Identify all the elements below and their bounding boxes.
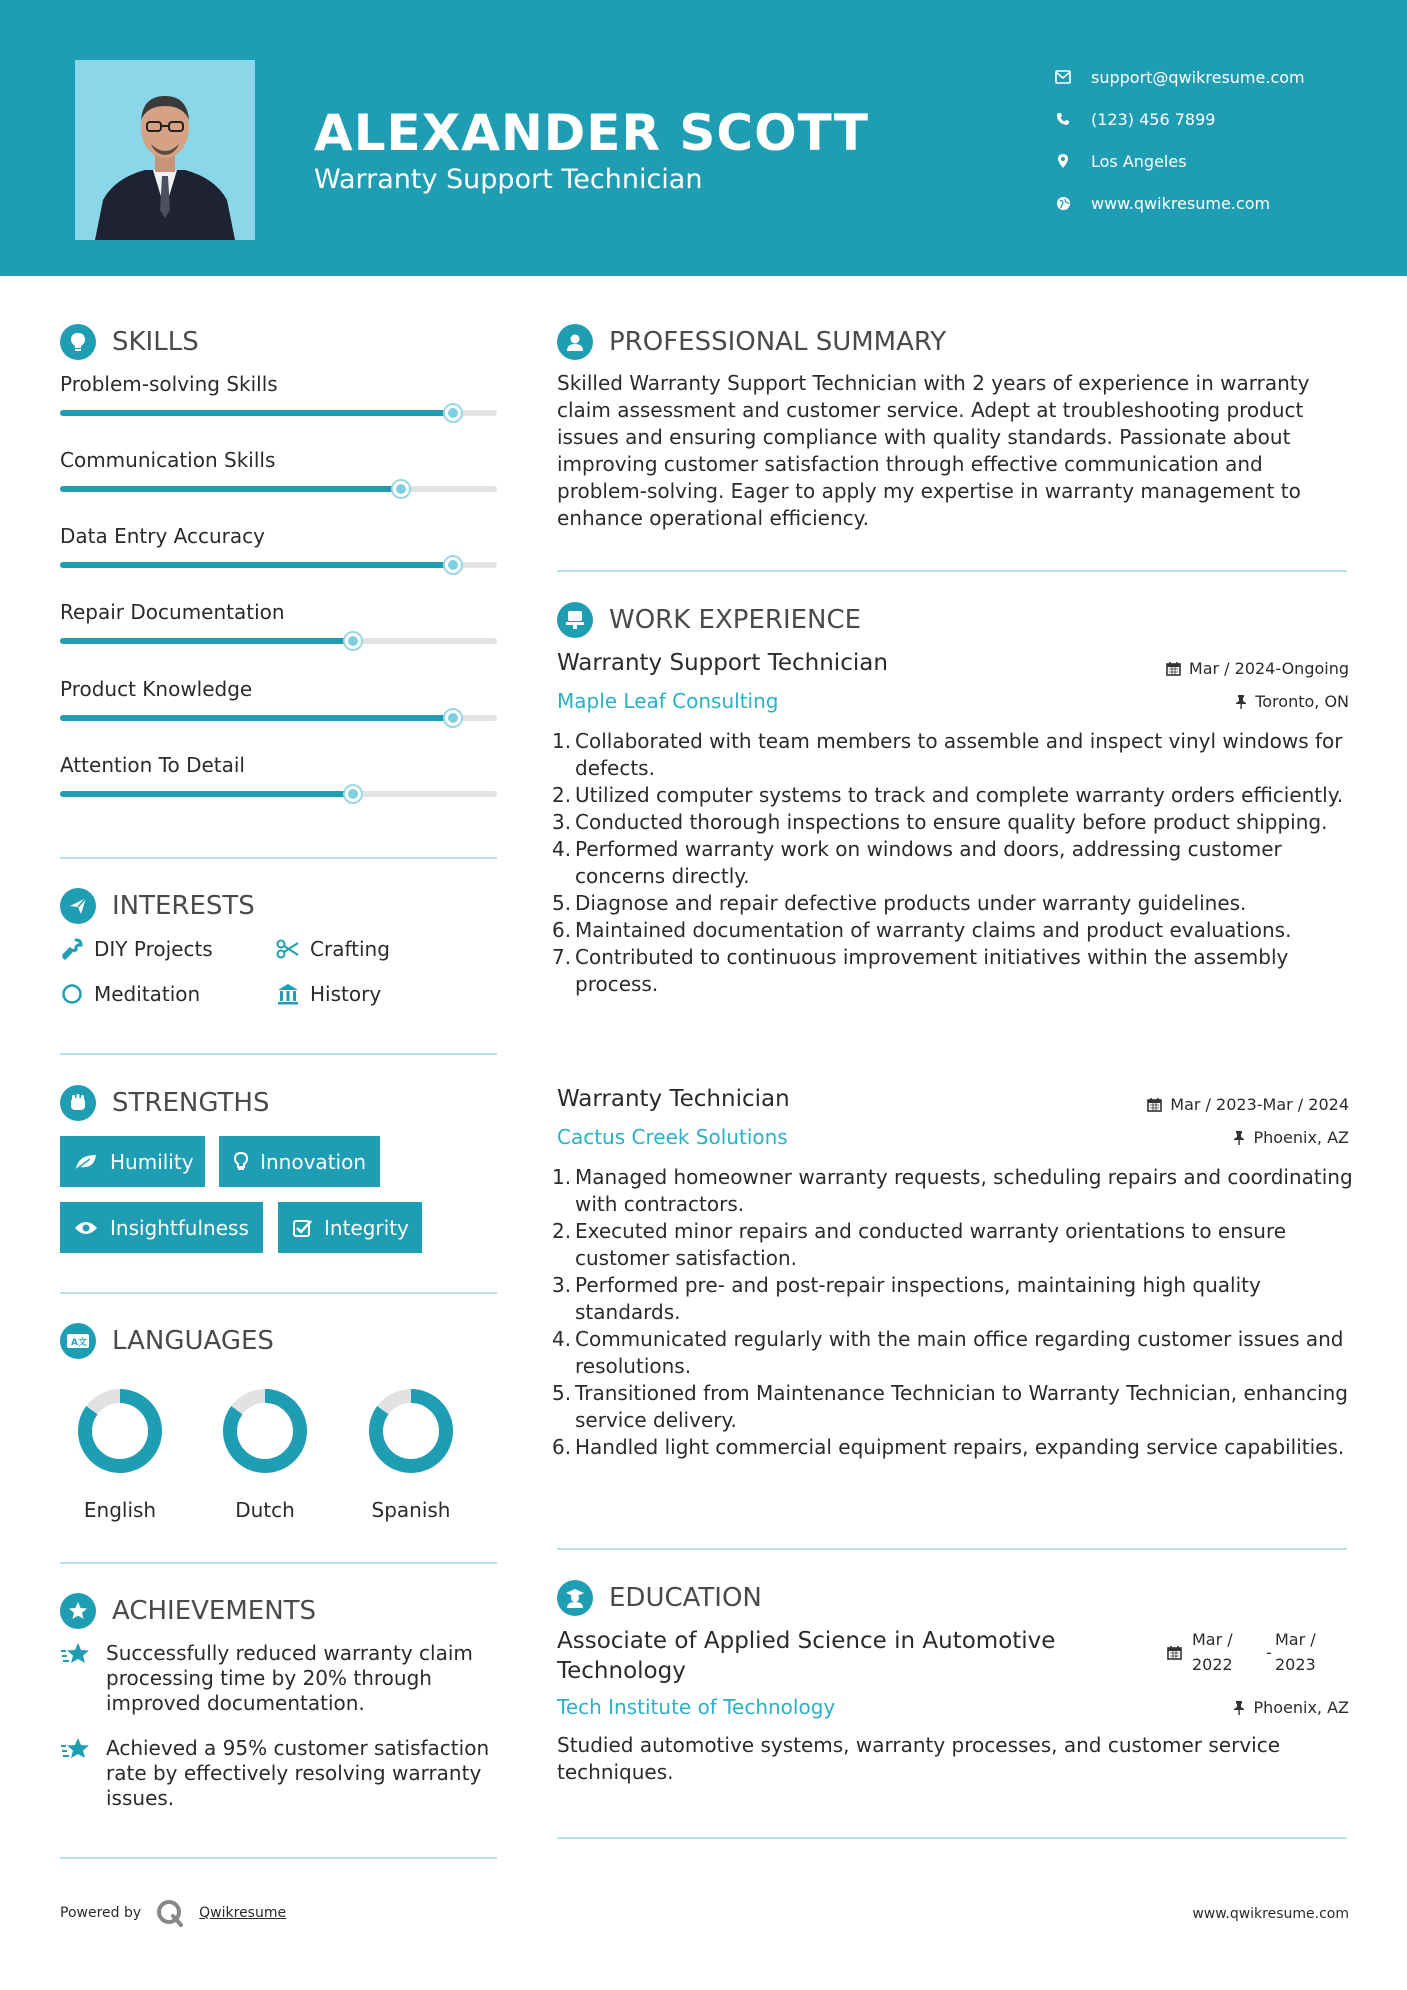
strength-label: Innovation — [260, 1149, 366, 1174]
footer-website[interactable]: www.qwikresume.com — [1192, 1906, 1349, 1922]
qwikresume-link[interactable]: Qwikresume — [199, 1905, 287, 1921]
list-item: 4. Communicated regularly with the main office regarding customer issues and resolutions. — [552, 1327, 1344, 1378]
star-icon — [60, 1736, 92, 1764]
skill-name: Communication Skills — [60, 448, 276, 472]
interests-heading: INTERESTS — [60, 888, 255, 924]
section-divider — [557, 1548, 1347, 1550]
job-location: Phoenix, AZ — [1233, 1128, 1349, 1147]
calendar-icon — [1167, 1645, 1182, 1664]
section-divider — [60, 1857, 497, 1859]
svg-text:A文: A文 — [71, 1338, 87, 1348]
language-item — [205, 1386, 325, 1522]
skill-bar-fill — [60, 715, 453, 721]
list-item: 7. Contributed to continuous improvement initiatives within the assembly process. — [552, 945, 1289, 996]
skill-bar-fill — [60, 791, 353, 797]
summary-heading: PROFESSIONAL SUMMARY — [557, 324, 946, 360]
museum-icon — [276, 982, 300, 1006]
interest-label: Meditation — [94, 982, 201, 1006]
language-donut — [366, 1386, 456, 1476]
skill-bar — [60, 638, 497, 644]
skill-bar-fill — [60, 638, 353, 644]
interest-item — [60, 982, 200, 1006]
pushpin-icon — [1233, 1130, 1245, 1145]
contact-list — [1055, 56, 1305, 224]
list-item: 5. Diagnose and repair defective products under warranty guidelines. — [552, 891, 1247, 915]
job-responsibilities — [552, 728, 1362, 998]
edu-calendar — [1167, 1630, 1182, 1667]
skill-bar — [60, 410, 497, 416]
lightbulb-icon — [233, 1152, 248, 1172]
skill-bar-knob — [343, 784, 363, 804]
skill-bar-fill — [60, 410, 453, 416]
footer-powered-by: Powered by Qwikresume — [60, 1898, 286, 1928]
skill-item — [60, 524, 497, 568]
strength-chip — [60, 1202, 263, 1253]
leaf-icon — [74, 1152, 98, 1172]
interest-label: History — [310, 982, 382, 1006]
contact-location-text: Los Angeles — [1091, 151, 1187, 171]
language-donut — [220, 1386, 310, 1476]
job-company: Maple Leaf Consulting — [557, 689, 779, 713]
resume-header — [0, 0, 1407, 276]
section-divider — [557, 1837, 1347, 1839]
skill-bar-knob — [343, 631, 363, 651]
contact-phone-text: (123) 456 7899 — [1091, 109, 1216, 129]
strength-label: Insightfulness — [110, 1215, 249, 1240]
edu-description: Studied automotive systems, warranty processes, and customer service techniques. — [557, 1733, 1281, 1784]
language-donut — [75, 1386, 165, 1476]
strength-label: Humility — [110, 1149, 194, 1174]
achievement-item — [60, 1641, 500, 1716]
pushpin-icon — [1235, 694, 1247, 709]
list-item: 2. Executed minor repairs and conducted warranty orientations to ensure customer satisfaction. — [552, 1219, 1287, 1270]
job-company: Cactus Creek Solutions — [557, 1125, 788, 1149]
achievement-text: Successfully reduced warranty claim processing time by 20% through improved documentation. — [106, 1641, 473, 1715]
edu-location: Phoenix, AZ — [1233, 1698, 1349, 1717]
edu-end-date: Mar / 2023 — [1275, 1630, 1316, 1674]
achievements-heading: ACHIEVEMENTS — [60, 1593, 316, 1629]
calendar-icon — [1166, 661, 1181, 676]
globe-icon — [1055, 195, 1071, 211]
list-item: 5. Transitioned from Maintenance Technician to Warranty Technician, enhancing service delivery. — [552, 1381, 1348, 1432]
skill-bar-knob — [443, 403, 463, 423]
map-pin-icon — [1055, 153, 1071, 169]
contact-email[interactable] — [1055, 56, 1305, 98]
skill-item — [60, 372, 497, 416]
section-divider — [60, 1053, 497, 1055]
language-name: Spanish — [371, 1498, 451, 1522]
strength-label: Integrity — [324, 1215, 409, 1240]
achievement-item — [60, 1736, 500, 1811]
strengths-heading: STRENGTHS — [60, 1085, 270, 1121]
contact-email-text: support@qwikresume.com — [1091, 67, 1305, 87]
education-heading: EDUCATION — [557, 1580, 762, 1616]
job-responsibilities — [552, 1164, 1362, 1461]
star-badge-icon — [60, 1593, 96, 1629]
user-icon — [557, 324, 593, 360]
skill-name: Repair Documentation — [60, 600, 285, 624]
scissors-icon — [276, 937, 300, 961]
section-divider — [60, 857, 497, 859]
skill-item — [60, 600, 497, 644]
calendar-icon — [1147, 1097, 1162, 1112]
graduate-icon — [557, 1580, 593, 1616]
envelope-icon — [1055, 69, 1071, 85]
section-divider — [60, 1562, 497, 1564]
skill-name: Problem-solving Skills — [60, 372, 278, 396]
interest-item — [276, 982, 381, 1006]
skills-heading: SKILLS — [60, 324, 199, 360]
skill-name: Data Entry Accuracy — [60, 524, 265, 548]
job-title: Warranty Technician — [557, 1086, 790, 1112]
skill-item — [60, 677, 497, 721]
circle-icon — [60, 982, 84, 1006]
list-item: 6. Handled light commercial equipment repairs, expanding service capabilities. — [552, 1435, 1345, 1459]
skill-bar-fill — [60, 486, 401, 492]
skill-bar — [60, 715, 497, 721]
contact-website-text: www.qwikresume.com — [1091, 193, 1271, 213]
skill-item — [60, 448, 497, 492]
briefcase-icon — [557, 602, 593, 638]
summary-text: Skilled Warranty Support Technician with 2 years of experience in warranty claim assessment and customer service. Adept at troubleshooting product issues and ensuring compliance with quality standards. Passionate about improving customer satisfaction through effective communication and problem-solving. Eager to apply my expertise in warranty management to enhance operational efficiency. — [557, 371, 1310, 530]
list-item: 3. Performed pre- and post-repair inspections, maintaining high quality standards. — [552, 1273, 1261, 1324]
experience-heading: WORK EXPERIENCE — [557, 602, 861, 638]
skill-bar-knob — [443, 708, 463, 728]
language-name: Dutch — [235, 1498, 295, 1522]
skill-bar — [60, 486, 497, 492]
strength-chip — [278, 1202, 422, 1253]
language-item — [60, 1386, 180, 1522]
list-item: 3. Conducted thorough inspections to ensure quality before product shipping. — [552, 810, 1328, 834]
section-divider — [60, 1292, 497, 1294]
skill-name: Attention To Detail — [60, 753, 245, 777]
contact-phone[interactable] — [1055, 98, 1305, 140]
list-item: 6. Maintained documentation of warranty claims and product evaluations. — [552, 918, 1292, 942]
interest-item — [276, 937, 390, 961]
strength-chip — [219, 1136, 380, 1187]
list-item: 1. Collaborated with team members to assemble and inspect vinyl windows for defects. — [552, 729, 1343, 780]
lightbulb-icon — [60, 324, 96, 360]
job-title: Warranty Support Technician — [557, 650, 888, 676]
interest-label: DIY Projects — [94, 937, 213, 961]
paper-plane-icon — [60, 888, 96, 924]
skill-name: Product Knowledge — [60, 677, 253, 701]
edu-date-dash: - — [1266, 1643, 1272, 1662]
section-divider — [557, 570, 1347, 572]
contact-website[interactable] — [1055, 182, 1305, 224]
pushpin-icon — [1233, 1700, 1245, 1715]
language-name: English — [83, 1498, 157, 1522]
languages-heading: A文 LANGUAGES — [60, 1323, 274, 1359]
skill-bar — [60, 562, 497, 568]
candidate-name: ALEXANDER SCOTT — [314, 104, 869, 162]
list-item: 4. Performed warranty work on windows and doors, addressing customer concerns directly. — [552, 837, 1282, 888]
eye-icon — [74, 1218, 98, 1238]
language-icon — [60, 1323, 96, 1359]
school-name: Tech Institute of Technology — [557, 1695, 836, 1719]
skill-bar — [60, 791, 497, 797]
achievement-text: Achieved a 95% customer satisfaction rate by effectively resolving warranty issues. — [106, 1736, 490, 1810]
skill-bar-knob — [391, 479, 411, 499]
fist-icon — [60, 1085, 96, 1121]
skill-item — [60, 753, 497, 797]
phone-icon — [1055, 111, 1071, 127]
list-item: 2. Utilized computer systems to track and complete warranty orders efficiently. — [552, 783, 1344, 807]
wrench-icon — [60, 937, 84, 961]
job-location: Toronto, ON — [1235, 692, 1349, 711]
strength-chip — [60, 1136, 205, 1187]
skill-bar-knob — [443, 555, 463, 575]
interest-item — [60, 937, 213, 961]
candidate-title: Warranty Support Technician — [314, 164, 703, 195]
contact-location — [1055, 140, 1305, 182]
degree-title: Associate of Applied Science in Automotive Technology — [557, 1628, 1056, 1684]
qwikresume-logo-icon — [155, 1898, 185, 1928]
star-icon — [60, 1641, 92, 1669]
interest-label: Crafting — [310, 937, 390, 961]
check-square-icon — [292, 1218, 312, 1238]
job-dates: Mar / 2024-Ongoing — [1166, 659, 1349, 678]
profile-photo — [75, 60, 255, 240]
language-item — [351, 1386, 471, 1522]
skill-bar-fill — [60, 562, 453, 568]
job-dates: Mar / 2023-Mar / 2024 — [1147, 1095, 1349, 1114]
edu-start-date: Mar / 2022 — [1192, 1630, 1233, 1674]
list-item: 1. Managed homeowner warranty requests, scheduling repairs and coordinating with contractors. — [552, 1165, 1353, 1216]
